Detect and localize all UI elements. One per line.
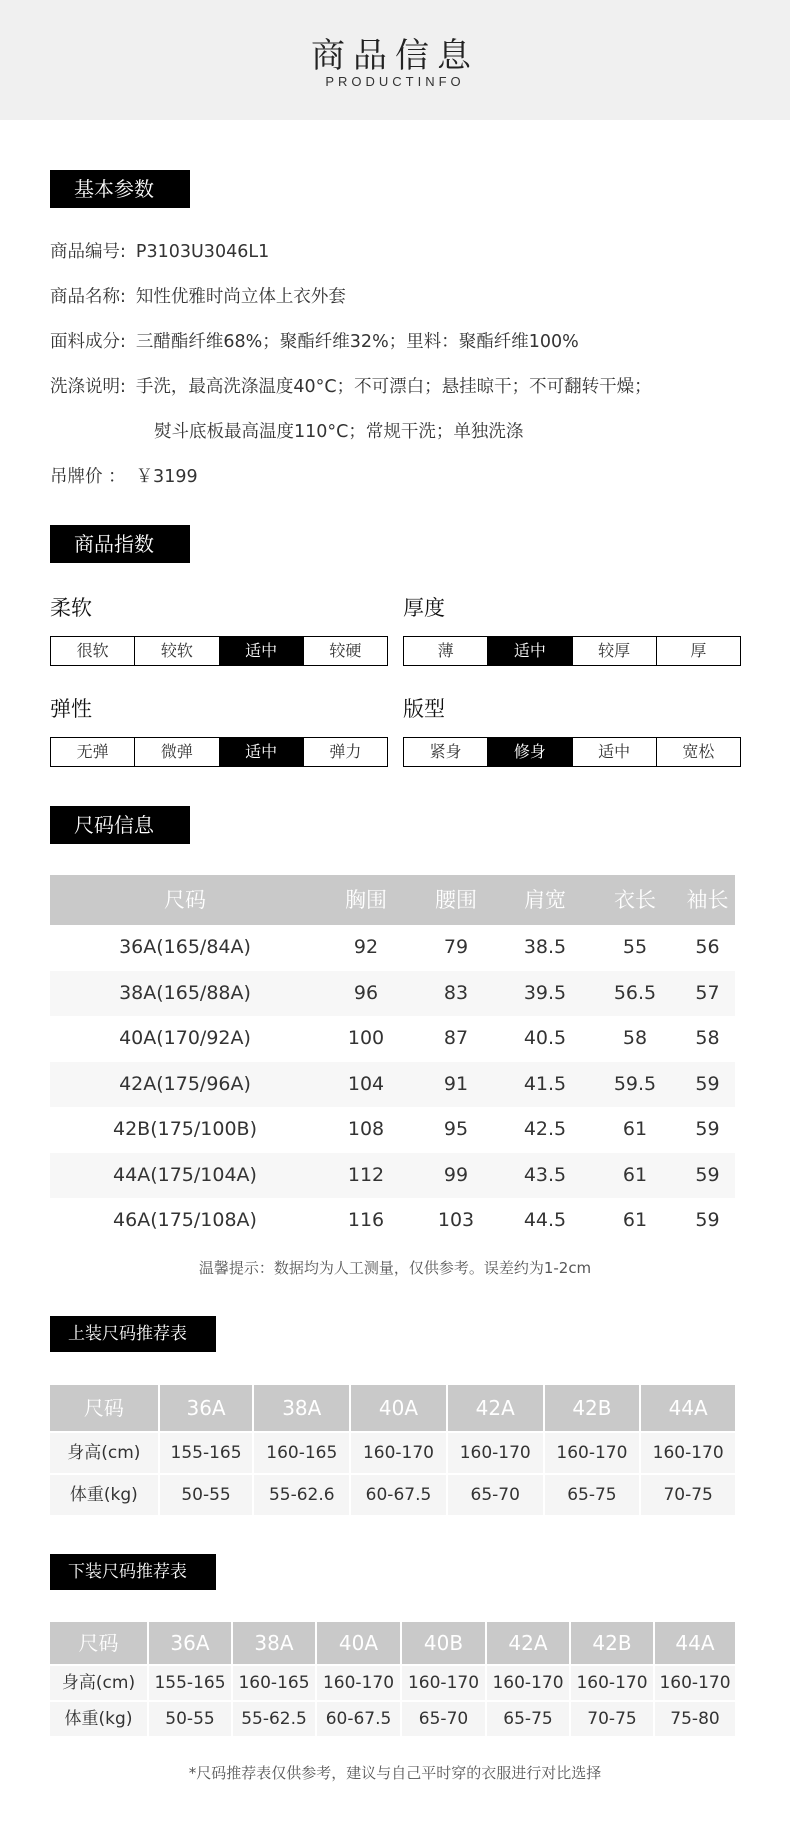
table-cell: 160-170 [448, 1433, 543, 1473]
table-cell: 160-165 [254, 1433, 349, 1473]
info-value: 三醋酯纤维68%；聚酯纤维32%；里料：聚酯纤维100% [135, 332, 579, 352]
index-option: 适中 [488, 637, 572, 665]
index-option: 修身 [488, 738, 572, 766]
table-cell: 160-170 [402, 1666, 485, 1700]
table-header-cell: 腰围 [435, 888, 477, 912]
section-top-rec-heading: 上装尺码推荐表 [50, 1316, 216, 1352]
index-title-softness: 柔软 [50, 596, 92, 620]
table-header-cell: 袖长 [686, 888, 729, 912]
table-header-cell: 衣长 [614, 888, 656, 912]
index-option: 厚 [690, 641, 707, 660]
section-bottom-rec-heading: 下装尺码推荐表 [50, 1554, 216, 1590]
info-row-price [50, 463, 198, 488]
size-note: 温馨提示：数据均为人工测量，仅供参考。误差约为1-2cm [198, 1259, 592, 1277]
index-option: 薄 [404, 637, 488, 665]
table-cell: 61 [622, 1118, 648, 1140]
table-row [50, 925, 735, 971]
table-cell: 96 [353, 981, 379, 1004]
page-subtitle: PRODUCTINFO [325, 74, 465, 89]
table-header-cell: 40A [351, 1385, 446, 1431]
index-option: 弹力 [329, 742, 362, 761]
page-title: 商品信息 [311, 36, 479, 76]
table-cell: 38A(165/88A) [119, 981, 251, 1004]
table-cell: 36A(165/84A) [119, 936, 251, 958]
table-header-cell: 尺码 [50, 1622, 147, 1664]
table-header-cell: 36A [160, 1385, 253, 1431]
table-cell: 160-170 [571, 1666, 653, 1700]
rec-table-header [50, 1385, 735, 1431]
table-cell: 55-62.6 [254, 1475, 349, 1515]
table-cell: 104 [347, 1072, 385, 1095]
table-cell: 99 [443, 1163, 469, 1186]
table-header-cell: 肩宽 [524, 888, 566, 912]
info-label: 商品名称: [50, 287, 126, 307]
table-cell: 体重(kg) [50, 1702, 147, 1736]
table-cell: 58 [695, 1027, 720, 1049]
table-cell: 103 [437, 1209, 475, 1231]
info-value: P3103U3046L1 [135, 242, 270, 262]
index-option: 较硬 [329, 641, 362, 660]
table-cell: 87 [443, 1027, 469, 1049]
table-cell: 50-55 [149, 1702, 231, 1736]
table-row [50, 1475, 735, 1515]
table-cell: 59 [695, 1209, 720, 1231]
index-title-elasticity: 弹性 [50, 697, 92, 721]
info-row-wash [50, 373, 652, 398]
table-header-cell: 42B [545, 1385, 640, 1431]
top-rec-table [50, 1385, 735, 1515]
table-cell: 39.5 [523, 981, 567, 1004]
info-row-wash-cont [154, 418, 523, 443]
index-option: 无弹 [51, 738, 135, 766]
table-cell: 160-170 [641, 1433, 735, 1473]
table-cell: 50-55 [160, 1475, 253, 1515]
index-option: 较软 [135, 637, 219, 665]
table-cell: 40.5 [523, 1027, 567, 1049]
index-option: 很软 [51, 637, 135, 665]
table-cell: 59 [695, 1072, 720, 1095]
table-cell: 112 [347, 1163, 385, 1186]
table-row [50, 1016, 735, 1062]
section-size-heading: 尺码信息 [50, 806, 190, 844]
index-scale-thickness [403, 636, 741, 666]
table-row [50, 1062, 735, 1108]
table-cell: 60-67.5 [317, 1702, 400, 1736]
table-cell: 155-165 [160, 1433, 253, 1473]
table-cell: 59 [695, 1163, 720, 1186]
table-cell: 41.5 [523, 1072, 567, 1095]
table-header-cell: 尺码 [50, 1385, 158, 1431]
info-value: 熨斗底板最高温度110°C；常规干洗；单独洗涤 [154, 422, 524, 442]
table-cell: 44A(175/104A) [113, 1163, 257, 1186]
table-header-cell: 38A [254, 1385, 349, 1431]
table-cell: 160-165 [233, 1666, 315, 1700]
info-label: 吊牌价 ： [50, 467, 126, 487]
table-cell: 57 [695, 981, 720, 1004]
info-row-fabric [50, 328, 579, 353]
table-cell: 56 [695, 936, 720, 958]
table-header-cell: 38A [233, 1622, 315, 1664]
info-label: 洗涤说明: [50, 377, 126, 397]
table-cell: 95 [443, 1118, 469, 1140]
table-cell: 40A(170/92A) [119, 1027, 251, 1049]
info-row-code [50, 238, 269, 263]
info-value: 手洗，最高洗涤温度40°C；不可漂白；悬挂晾干；不可翻转干燥； [135, 377, 652, 397]
table-cell: 65-75 [487, 1702, 569, 1736]
index-title-fit: 版型 [403, 697, 445, 721]
table-cell: 155-165 [149, 1666, 231, 1700]
table-cell: 42B(175/100B) [112, 1118, 257, 1140]
table-cell: 59.5 [613, 1072, 657, 1095]
table-row [50, 1702, 735, 1736]
table-cell: 83 [443, 981, 469, 1004]
index-scale-fit [403, 737, 741, 767]
table-cell: 61 [622, 1209, 648, 1231]
index-option: 宽松 [682, 742, 715, 761]
table-header-cell: 44A [641, 1385, 735, 1431]
table-header-cell: 尺码 [164, 888, 206, 912]
table-cell: 79 [443, 936, 469, 958]
index-option: 适中 [220, 637, 304, 665]
table-cell: 身高(cm) [50, 1666, 147, 1700]
table-row [50, 1198, 735, 1244]
table-cell: 59 [695, 1118, 720, 1140]
info-value: ￥3199 [135, 467, 198, 487]
rec-table-header [50, 1622, 735, 1664]
page-header [0, 0, 790, 120]
table-cell: 160-170 [351, 1433, 446, 1473]
table-cell: 55 [622, 936, 648, 958]
table-header-cell: 40A [317, 1622, 400, 1664]
info-value: 知性优雅时尚立体上衣外套 [135, 287, 346, 307]
table-header-cell: 36A [149, 1622, 231, 1664]
table-cell: 55-62.5 [233, 1702, 315, 1736]
table-cell: 160-170 [655, 1666, 735, 1700]
size-table [50, 875, 735, 1244]
info-label: 面料成分: [50, 332, 126, 352]
table-cell: 65-70 [448, 1475, 543, 1515]
table-cell: 91 [443, 1072, 469, 1095]
table-cell: 70-75 [641, 1475, 735, 1515]
index-option: 适中 [573, 738, 657, 766]
info-row-name [50, 283, 346, 308]
table-cell: 108 [347, 1118, 385, 1140]
index-scale-softness [50, 636, 388, 666]
table-cell: 160-170 [317, 1666, 400, 1700]
table-cell: 100 [347, 1027, 385, 1049]
section-index-heading: 商品指数 [50, 525, 190, 563]
table-header-cell: 40B [402, 1622, 485, 1664]
table-cell: 70-75 [571, 1702, 653, 1736]
table-row [50, 1433, 735, 1473]
table-cell: 42A(175/96A) [119, 1072, 251, 1095]
index-option: 适中 [220, 738, 304, 766]
table-header-cell: 42A [448, 1385, 543, 1431]
size-table-body [50, 925, 735, 1244]
index-option: 紧身 [404, 738, 488, 766]
table-row [50, 1153, 735, 1199]
table-cell: 61 [622, 1163, 648, 1186]
table-header-cell: 42A [487, 1622, 569, 1664]
footer-note: *尺码推荐表仅供参考，建议与自己平时穿的衣服进行对比选择 [188, 1764, 602, 1782]
table-cell: 116 [347, 1209, 385, 1231]
table-cell: 体重(kg) [50, 1475, 158, 1515]
table-row [50, 1666, 735, 1700]
index-scale-elasticity [50, 737, 388, 767]
index-option: 较厚 [573, 637, 657, 665]
table-header-cell: 42B [571, 1622, 653, 1664]
table-row [50, 971, 735, 1017]
table-cell: 160-170 [487, 1666, 569, 1700]
table-cell: 56.5 [613, 981, 657, 1004]
table-cell: 60-67.5 [351, 1475, 446, 1515]
table-cell: 75-80 [655, 1702, 735, 1736]
table-cell: 43.5 [523, 1163, 567, 1186]
info-label: 商品编号: [50, 242, 126, 262]
table-cell: 65-70 [402, 1702, 485, 1736]
table-header-cell: 胸围 [345, 888, 387, 912]
table-cell: 58 [622, 1027, 648, 1049]
table-cell: 42.5 [523, 1118, 567, 1140]
bottom-rec-table [50, 1622, 735, 1736]
table-cell: 92 [353, 936, 379, 958]
table-cell: 身高(cm) [50, 1433, 158, 1473]
table-cell: 65-75 [545, 1475, 640, 1515]
table-cell: 46A(175/108A) [113, 1209, 257, 1231]
table-cell: 160-170 [545, 1433, 640, 1473]
section-basic-heading: 基本参数 [50, 170, 190, 208]
index-title-thickness: 厚度 [403, 596, 445, 620]
table-row [50, 1107, 735, 1153]
table-cell: 38.5 [523, 936, 567, 958]
index-option: 微弹 [135, 738, 219, 766]
table-header-cell: 44A [655, 1622, 735, 1664]
size-table-header [50, 875, 735, 925]
table-cell: 44.5 [523, 1209, 567, 1231]
